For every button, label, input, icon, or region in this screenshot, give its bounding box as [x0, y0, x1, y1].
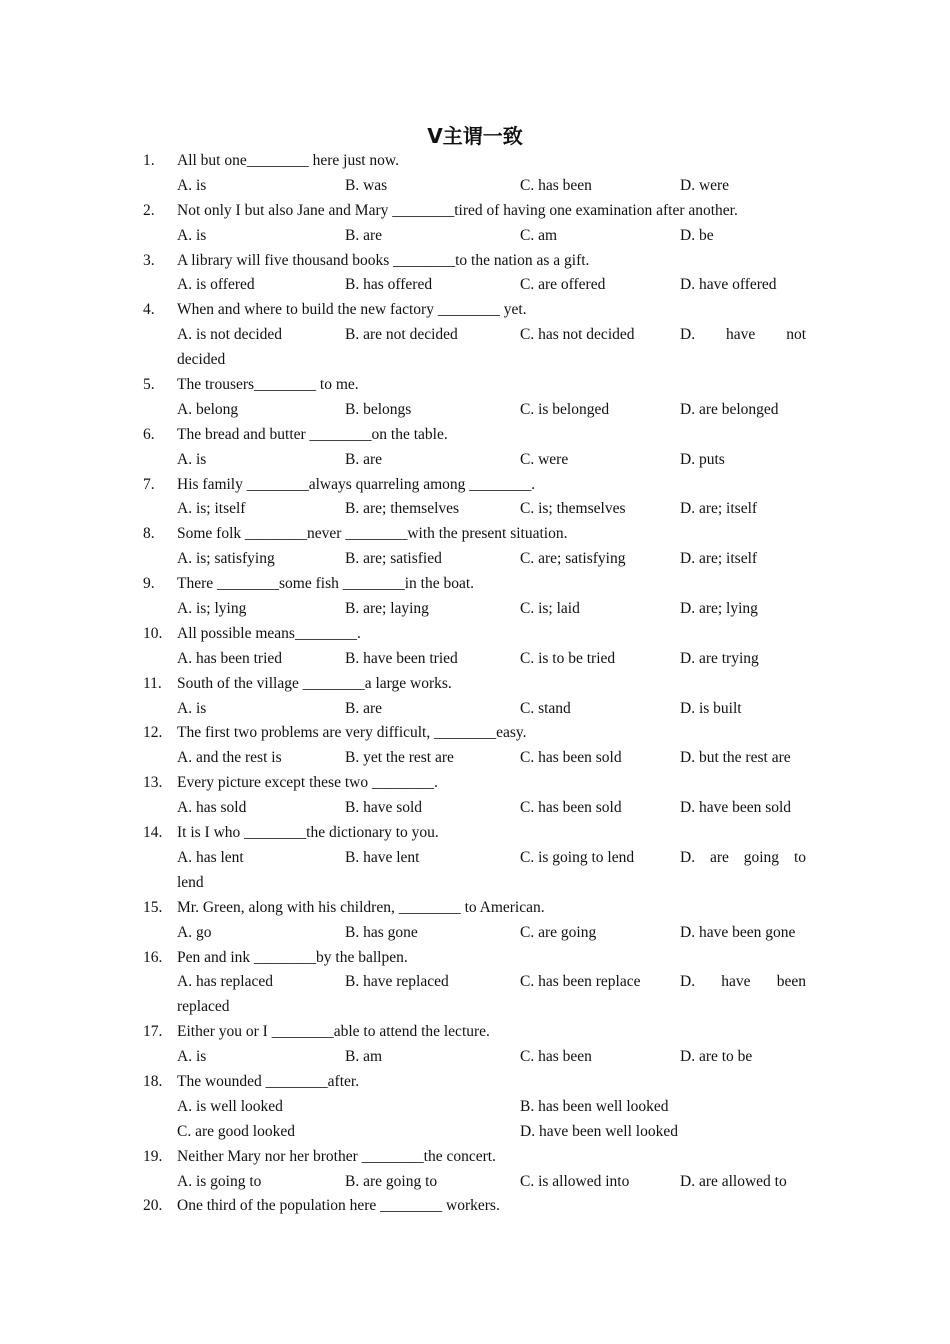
options-5 — [0, 398, 950, 423]
question-stem: Not only I but also Jane and Mary ________tired of having one examination after another. — [177, 201, 738, 219]
option-a: A. has sold — [177, 799, 247, 817]
question-number: 19. — [143, 1147, 163, 1165]
question-stem: The bread and butter ________on the table. — [177, 425, 448, 443]
question-list — [0, 149, 950, 1219]
question-20 — [0, 1194, 950, 1219]
question-number: 12. — [143, 724, 163, 742]
question-stem: There ________some fish ________in the boat. — [177, 575, 475, 593]
option-a: A. has been tried — [177, 649, 283, 667]
option-b: B. are; themselves — [345, 500, 460, 518]
question-stem: A library will five thousand books ________to the nation as a gift. — [177, 251, 590, 269]
question-stem: His family ________always quarreling among ________. — [177, 475, 536, 493]
question-stem: All but one________ here just now. — [177, 152, 399, 169]
question-stem: Mr. Green, along with his children, ________ to American. — [177, 898, 545, 916]
option-a: A. is not decided — [177, 326, 283, 344]
option-b: B. are going to — [345, 1172, 438, 1190]
option-d-word: been — [776, 973, 806, 991]
question-4 — [0, 298, 950, 323]
question-number: 15. — [143, 898, 163, 916]
question-number: 17. — [143, 1023, 163, 1041]
question-stem: Every picture except these two ________. — [177, 774, 438, 792]
option-c: C. has been sold — [520, 799, 622, 817]
option-a: A. is offered — [177, 276, 255, 294]
option-c: C. is; laid — [520, 600, 580, 618]
options-11 — [0, 697, 950, 722]
question-number: 1. — [143, 152, 155, 169]
option-c: C. has been sold — [520, 749, 622, 767]
question-6 — [0, 423, 950, 448]
options-14-continued — [0, 871, 950, 896]
question-number: 7. — [143, 475, 155, 493]
option-b: B. have replaced — [345, 973, 449, 991]
option-d — [680, 970, 806, 995]
option-d-word: not — [786, 326, 806, 344]
option-d-word: have — [726, 326, 756, 344]
option-d-word: to — [793, 848, 806, 866]
question-16 — [0, 946, 950, 971]
options-13 — [0, 796, 950, 821]
options-12 — [0, 746, 950, 771]
page-title: V主谓一致 — [427, 124, 523, 148]
option-a: A. has lent — [177, 848, 244, 866]
option-c: C. is belonged — [520, 400, 610, 418]
option-d: D. have been gone — [680, 923, 796, 941]
options-15 — [0, 921, 950, 946]
question-1 — [0, 149, 950, 174]
question-stem: South of the village ________a large works. — [177, 674, 452, 692]
option-d — [680, 323, 806, 348]
option-c: C. is going to lend — [520, 848, 635, 866]
option-b: B. was — [345, 176, 388, 194]
option-a: A. is; lying — [177, 600, 247, 618]
options-16 — [0, 970, 950, 995]
options-7 — [0, 497, 950, 522]
option-d: D. were — [680, 176, 730, 194]
question-stem: Neither Mary nor her brother ________the concert. — [177, 1147, 496, 1165]
options-4 — [0, 323, 950, 348]
option-a: A. is — [177, 176, 207, 194]
option-d-continued: lend — [177, 873, 204, 891]
question-number: 10. — [143, 624, 163, 642]
option-c: C. is allowed into — [520, 1172, 630, 1190]
question-stem: The wounded ________after. — [177, 1072, 360, 1090]
question-stem: Either you or I ________able to attend the lecture. — [177, 1023, 490, 1041]
option-d-continued: decided — [177, 351, 226, 369]
option-b: B. have lent — [345, 848, 420, 866]
option-d: D. are; itself — [680, 550, 758, 568]
option-d-word: D. — [680, 973, 696, 991]
option-b: B. belongs — [345, 400, 412, 418]
option-c: C. were — [520, 450, 569, 468]
option-d: D. are belonged — [680, 400, 779, 418]
options-18-row-1 — [0, 1095, 950, 1120]
question-stem: When and where to build the new factory ________ yet. — [177, 301, 527, 319]
question-stem: The first two problems are very difficult, ________easy. — [177, 724, 527, 742]
question-10 — [0, 622, 950, 647]
option-c: C. are; satisfying — [520, 550, 626, 568]
options-6 — [0, 448, 950, 473]
question-number: 14. — [143, 824, 163, 842]
options-2 — [0, 224, 950, 249]
question-number: 13. — [143, 774, 163, 792]
option-d-word: D. — [680, 326, 696, 344]
option-d: D. puts — [680, 450, 725, 468]
question-13 — [0, 771, 950, 796]
option-c: C. has been replace — [520, 973, 641, 991]
option-b: B. has gone — [345, 923, 418, 941]
options-4-continued — [0, 348, 950, 373]
question-number: 18. — [143, 1072, 163, 1090]
option-d-word: have — [721, 973, 751, 991]
option-a: A. is well looked — [177, 1097, 283, 1115]
option-b: B. have been tried — [345, 649, 458, 667]
option-b: B. have sold — [345, 799, 423, 817]
options-14 — [0, 846, 950, 871]
question-18 — [0, 1070, 950, 1095]
option-d — [680, 846, 806, 871]
question-8 — [0, 522, 950, 547]
option-a: A. is going to — [177, 1172, 262, 1190]
option-d: D. is built — [680, 699, 742, 717]
option-b: B. has been well looked — [520, 1097, 669, 1115]
options-1 — [0, 174, 950, 199]
question-number: 20. — [143, 1197, 163, 1215]
option-a: A. is — [177, 450, 207, 468]
question-stem: Some folk ________never ________with the present situation. — [177, 525, 568, 543]
question-stem: Pen and ink ________by the ballpen. — [177, 948, 408, 966]
option-a: A. has replaced — [177, 973, 273, 991]
options-16-continued — [0, 995, 950, 1020]
option-c: C. has not decided — [520, 326, 635, 344]
options-9 — [0, 597, 950, 622]
options-19 — [0, 1170, 950, 1195]
option-d-word: going — [743, 848, 780, 866]
option-d: D. have been sold — [680, 799, 792, 817]
option-c: C. are going — [520, 923, 597, 941]
option-d-word: D. — [680, 848, 696, 866]
question-number: 8. — [143, 525, 155, 543]
question-2 — [0, 199, 950, 224]
option-d: D. be — [680, 226, 714, 244]
question-number: 5. — [143, 376, 155, 394]
option-b: B. has offered — [345, 276, 433, 294]
option-c: C. are offered — [520, 276, 606, 294]
question-9 — [0, 572, 950, 597]
option-b: B. yet the rest are — [345, 749, 454, 767]
question-stem: It is I who ________the dictionary to you. — [177, 824, 439, 842]
question-stem: One third of the population here ________ workers. — [177, 1197, 500, 1215]
options-3 — [0, 273, 950, 298]
option-a: A. is — [177, 1048, 207, 1066]
option-a: A. go — [177, 923, 212, 941]
question-3 — [0, 249, 950, 274]
option-c: C. is to be tried — [520, 649, 616, 667]
question-7 — [0, 473, 950, 498]
question-5 — [0, 373, 950, 398]
option-d-continued: replaced — [177, 998, 230, 1016]
option-d: D. but the rest are — [680, 749, 791, 767]
option-d: D. have been well looked — [520, 1122, 678, 1140]
option-a: A. is; itself — [177, 500, 246, 518]
question-number: 2. — [143, 201, 155, 219]
option-a: A. is — [177, 226, 207, 244]
option-b: B. are — [345, 699, 383, 717]
options-10 — [0, 647, 950, 672]
option-d: D. are; lying — [680, 600, 758, 618]
option-b: B. are not decided — [345, 326, 458, 344]
options-8 — [0, 547, 950, 572]
option-c: C. is; themselves — [520, 500, 626, 518]
option-a: A. and the rest is — [177, 749, 282, 767]
options-18-row-2 — [0, 1120, 950, 1145]
option-a: A. is; satisfying — [177, 550, 275, 568]
option-a: A. belong — [177, 400, 239, 418]
question-11 — [0, 672, 950, 697]
option-c: C. are good looked — [177, 1122, 295, 1140]
options-17 — [0, 1045, 950, 1070]
question-number: 3. — [143, 251, 155, 269]
question-12 — [0, 721, 950, 746]
option-a: A. is — [177, 699, 207, 717]
option-d: D. are allowed to — [680, 1172, 787, 1190]
question-14 — [0, 821, 950, 846]
option-c: C. stand — [520, 699, 571, 717]
option-c: C. am — [520, 226, 558, 244]
question-number: 6. — [143, 425, 155, 443]
question-number: 11. — [143, 674, 162, 692]
option-d: D. are trying — [680, 649, 759, 667]
option-d: D. are; itself — [680, 500, 758, 518]
option-d: D. are to be — [680, 1048, 753, 1066]
option-c: C. has been — [520, 1048, 592, 1066]
option-d-word: are — [709, 848, 729, 866]
question-number: 9. — [143, 575, 155, 593]
option-b: B. are; satisfied — [345, 550, 442, 568]
question-15 — [0, 896, 950, 921]
option-b: B. are — [345, 226, 383, 244]
question-number: 16. — [143, 948, 163, 966]
question-17 — [0, 1020, 950, 1045]
option-d: D. have offered — [680, 276, 777, 294]
question-stem: The trousers________ to me. — [177, 376, 359, 394]
option-b: B. are — [345, 450, 383, 468]
question-19 — [0, 1145, 950, 1170]
question-stem: All possible means________. — [177, 624, 361, 642]
option-c: C. has been — [520, 176, 592, 194]
question-number: 4. — [143, 301, 155, 319]
option-b: B. are; laying — [345, 600, 429, 618]
option-b: B. am — [345, 1048, 383, 1066]
